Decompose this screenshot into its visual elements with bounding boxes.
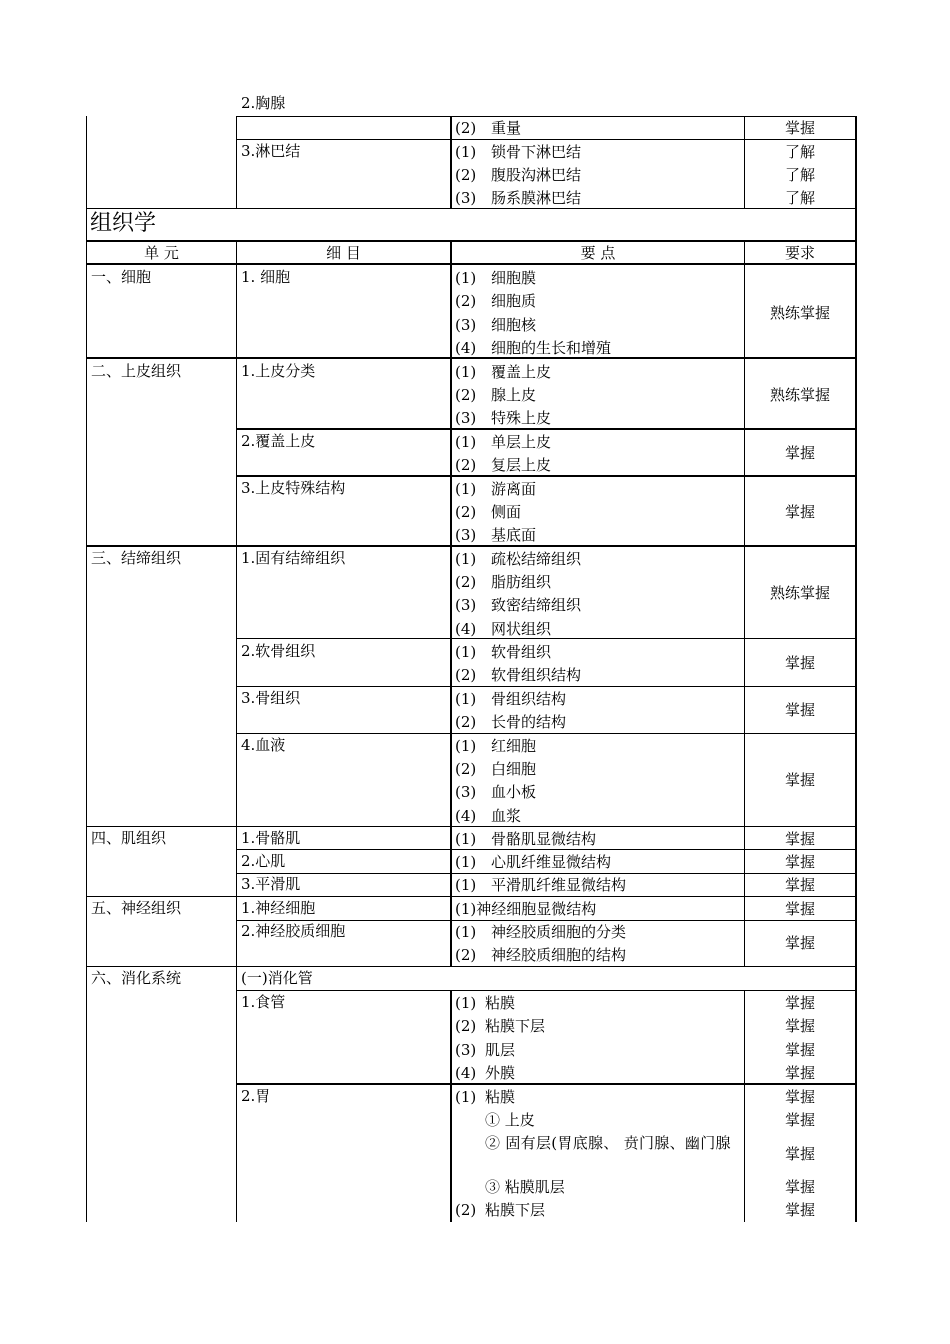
point-text: 重量 — [491, 119, 522, 137]
unit-epithelium: 二、上皮组织 — [91, 362, 182, 380]
header-unit: 单 元 — [144, 244, 179, 262]
point-number: (1) — [455, 876, 477, 894]
point-number: (3) — [455, 189, 477, 207]
point-text: 骨组织结构 — [491, 690, 567, 708]
row-line — [236, 733, 856, 734]
detail-skeletal-muscle: 1.骨骼肌 — [241, 829, 301, 847]
point-text: 粘膜 — [485, 1088, 516, 1106]
point-number: (1) — [455, 433, 477, 451]
detail-blood: 4.血液 — [241, 736, 286, 754]
requirement: 掌握 — [784, 771, 815, 789]
column-divider-detail — [450, 116, 452, 208]
column-divider-detail — [450, 990, 452, 1222]
point-text: 血小板 — [491, 783, 537, 801]
requirement: 掌握 — [784, 934, 815, 952]
requirement: 熟练掌握 — [769, 386, 830, 404]
column-divider-unit — [236, 241, 237, 1222]
requirement: 掌握 — [784, 444, 815, 462]
point-text: 游离面 — [491, 480, 537, 498]
point-number: (2) — [455, 503, 477, 521]
requirement: 掌握 — [784, 1178, 815, 1196]
row-line — [236, 686, 856, 687]
requirement: 熟练掌握 — [769, 584, 830, 602]
detail-lymph-node: 3.淋巴结 — [241, 142, 301, 160]
table-left-border — [86, 116, 87, 1222]
point-number: (1) — [455, 994, 477, 1012]
requirement: 熟练掌握 — [769, 304, 830, 322]
point-text: 致密结缔组织 — [491, 596, 582, 614]
point-text: 神经胶质细胞的分类 — [491, 923, 627, 941]
point-number: (2) — [455, 456, 477, 474]
column-divider-detail — [450, 241, 452, 967]
point-number: (4) — [455, 807, 477, 825]
row-line — [236, 990, 856, 991]
point-text: 神经胶质细胞的结构 — [491, 946, 627, 964]
point-number: (3) — [455, 409, 477, 427]
requirement: 掌握 — [784, 1088, 815, 1106]
detail-esophagus: 1.食管 — [241, 993, 286, 1011]
point-text: 血浆 — [491, 807, 522, 825]
header-point: 要 点 — [580, 244, 616, 262]
point-number: (1) — [455, 143, 477, 161]
point-text: 基底面 — [491, 526, 537, 544]
point-number: (1) — [455, 269, 477, 287]
unit-digestive: 六、消化系统 — [91, 969, 182, 987]
point-text: 外膜 — [485, 1064, 516, 1082]
point-number: (1) — [455, 690, 477, 708]
point-number: (2) — [455, 292, 477, 310]
point-text: 粘膜 — [485, 994, 516, 1012]
requirement: 掌握 — [784, 119, 815, 137]
point-text: 脂肪组织 — [491, 573, 552, 591]
point-text: 覆盖上皮 — [491, 363, 552, 381]
point-number: (1) — [455, 643, 477, 661]
unit-connective: 三、结缔组织 — [91, 549, 182, 567]
sub-point-text: ③ 粘膜肌层 — [485, 1178, 565, 1196]
point-number: (1) — [455, 830, 477, 848]
point-number: (4) — [455, 339, 477, 357]
point-text: 骨骼肌显微结构 — [491, 830, 597, 848]
requirement: 掌握 — [784, 1201, 815, 1219]
point-number: (4) — [455, 620, 477, 638]
row-line — [86, 966, 856, 967]
point-number: (3) — [455, 783, 477, 801]
point-number: (1) — [455, 480, 477, 498]
point-number: (1) — [455, 550, 477, 568]
unit-cell: 一、细胞 — [91, 268, 152, 286]
row-line — [236, 139, 856, 140]
requirement: 掌握 — [784, 503, 815, 521]
detail-cartilage: 2.软骨组织 — [241, 642, 316, 660]
point-number: (1) — [455, 1088, 477, 1106]
point-text: 细胞的生长和增殖 — [491, 339, 612, 357]
point-text: 白细胞 — [491, 760, 537, 778]
row-line — [86, 896, 856, 897]
unit-nerve: 五、神经组织 — [91, 899, 182, 917]
point-text: 细胞核 — [491, 316, 537, 334]
point-number: (2) — [455, 1201, 477, 1219]
point-text: 粘膜下层 — [485, 1201, 546, 1219]
detail-cell: 1. 细胞 — [241, 268, 291, 286]
point-number: (2) — [455, 666, 477, 684]
detail-epithelium-special: 3.上皮特殊结构 — [241, 479, 346, 497]
table-right-border — [855, 116, 857, 1222]
point-number: (2) — [455, 386, 477, 404]
point-text: 单层上皮 — [491, 433, 552, 451]
detail-epithelium-class: 1.上皮分类 — [241, 362, 316, 380]
point-number: (4) — [455, 1064, 477, 1082]
point-text: 细胞膜 — [491, 269, 537, 287]
requirement: 掌握 — [784, 900, 815, 918]
point-text: 肠系膜淋巴结 — [491, 189, 582, 207]
point-number: (1) — [455, 853, 477, 871]
point-text: 腺上皮 — [491, 386, 537, 404]
requirement: 掌握 — [784, 654, 815, 672]
point-number: (3) — [455, 1041, 477, 1059]
point-number: (2) — [455, 713, 477, 731]
requirement: 掌握 — [784, 701, 815, 719]
point-text: 细胞质 — [491, 292, 537, 310]
detail-covering-epithelium: 2.覆盖上皮 — [241, 432, 316, 450]
requirement: 掌握 — [784, 853, 815, 871]
point-text: 特殊上皮 — [491, 409, 552, 427]
point-text: (1)神经细胞显微结构 — [455, 900, 597, 918]
point-number: (3) — [455, 316, 477, 334]
detail-smooth-muscle: 3.平滑肌 — [241, 875, 301, 893]
detail-thymus: 2.胸腺 — [241, 94, 286, 112]
point-number: (1) — [455, 923, 477, 941]
requirement: 掌握 — [784, 1145, 815, 1163]
point-text: 腹股沟淋巴结 — [491, 166, 582, 184]
point-text: 侧面 — [491, 503, 522, 521]
detail-glia: 2.神经胶质细胞 — [241, 922, 346, 940]
requirement: 掌握 — [784, 876, 815, 894]
point-number: (1) — [455, 737, 477, 755]
requirement: 了解 — [784, 143, 815, 161]
point-number: (2) — [455, 760, 477, 778]
requirement: 掌握 — [784, 1017, 815, 1035]
detail-connective-proper: 1.固有结缔组织 — [241, 549, 346, 567]
requirement: 了解 — [784, 166, 815, 184]
requirement: 掌握 — [784, 1041, 815, 1059]
point-number: (2) — [455, 573, 477, 591]
point-text: 锁骨下淋巴结 — [491, 143, 582, 161]
detail-stomach: 2.胃 — [241, 1087, 271, 1105]
header-requirement: 要求 — [784, 244, 815, 262]
point-text: 软骨组织结构 — [491, 666, 582, 684]
requirement: 掌握 — [784, 830, 815, 848]
point-text: 复层上皮 — [491, 456, 552, 474]
point-number: (3) — [455, 596, 477, 614]
point-number: (2) — [455, 946, 477, 964]
header-detail: 细 目 — [326, 244, 361, 262]
point-text: 粘膜下层 — [485, 1017, 546, 1035]
sub-point-text: ① 上皮 — [485, 1111, 535, 1129]
point-number: (2) — [455, 119, 477, 137]
requirement: 了解 — [784, 189, 815, 207]
point-text: 疏松结缔组织 — [491, 550, 582, 568]
point-text: 网状组织 — [491, 620, 552, 638]
requirement: 掌握 — [784, 1111, 815, 1129]
detail-bone: 3.骨组织 — [241, 689, 301, 707]
sub-heading-digestive-tract: (一)消化管 — [241, 969, 313, 987]
sub-point-text: ② 固有层(胃底腺、 贲门腺、幽门腺 — [485, 1134, 731, 1152]
requirement: 掌握 — [784, 994, 815, 1012]
point-text: 软骨组织 — [491, 643, 552, 661]
point-number: (2) — [455, 166, 477, 184]
point-text: 红细胞 — [491, 737, 537, 755]
point-text: 心肌纤维显微结构 — [491, 853, 612, 871]
point-text: 长骨的结构 — [491, 713, 567, 731]
point-number: (1) — [455, 363, 477, 381]
detail-cardiac-muscle: 2.心肌 — [241, 852, 286, 870]
requirement: 掌握 — [784, 1064, 815, 1082]
point-text: 肌层 — [485, 1041, 516, 1059]
unit-muscle: 四、肌组织 — [91, 829, 167, 847]
point-text: 平滑肌纤维显微结构 — [491, 876, 627, 894]
point-number: (3) — [455, 526, 477, 544]
section-title: 组织学 — [90, 211, 157, 236]
column-divider-unit — [236, 116, 237, 208]
detail-neuron: 1.神经细胞 — [241, 899, 316, 917]
point-number: (2) — [455, 1017, 477, 1035]
